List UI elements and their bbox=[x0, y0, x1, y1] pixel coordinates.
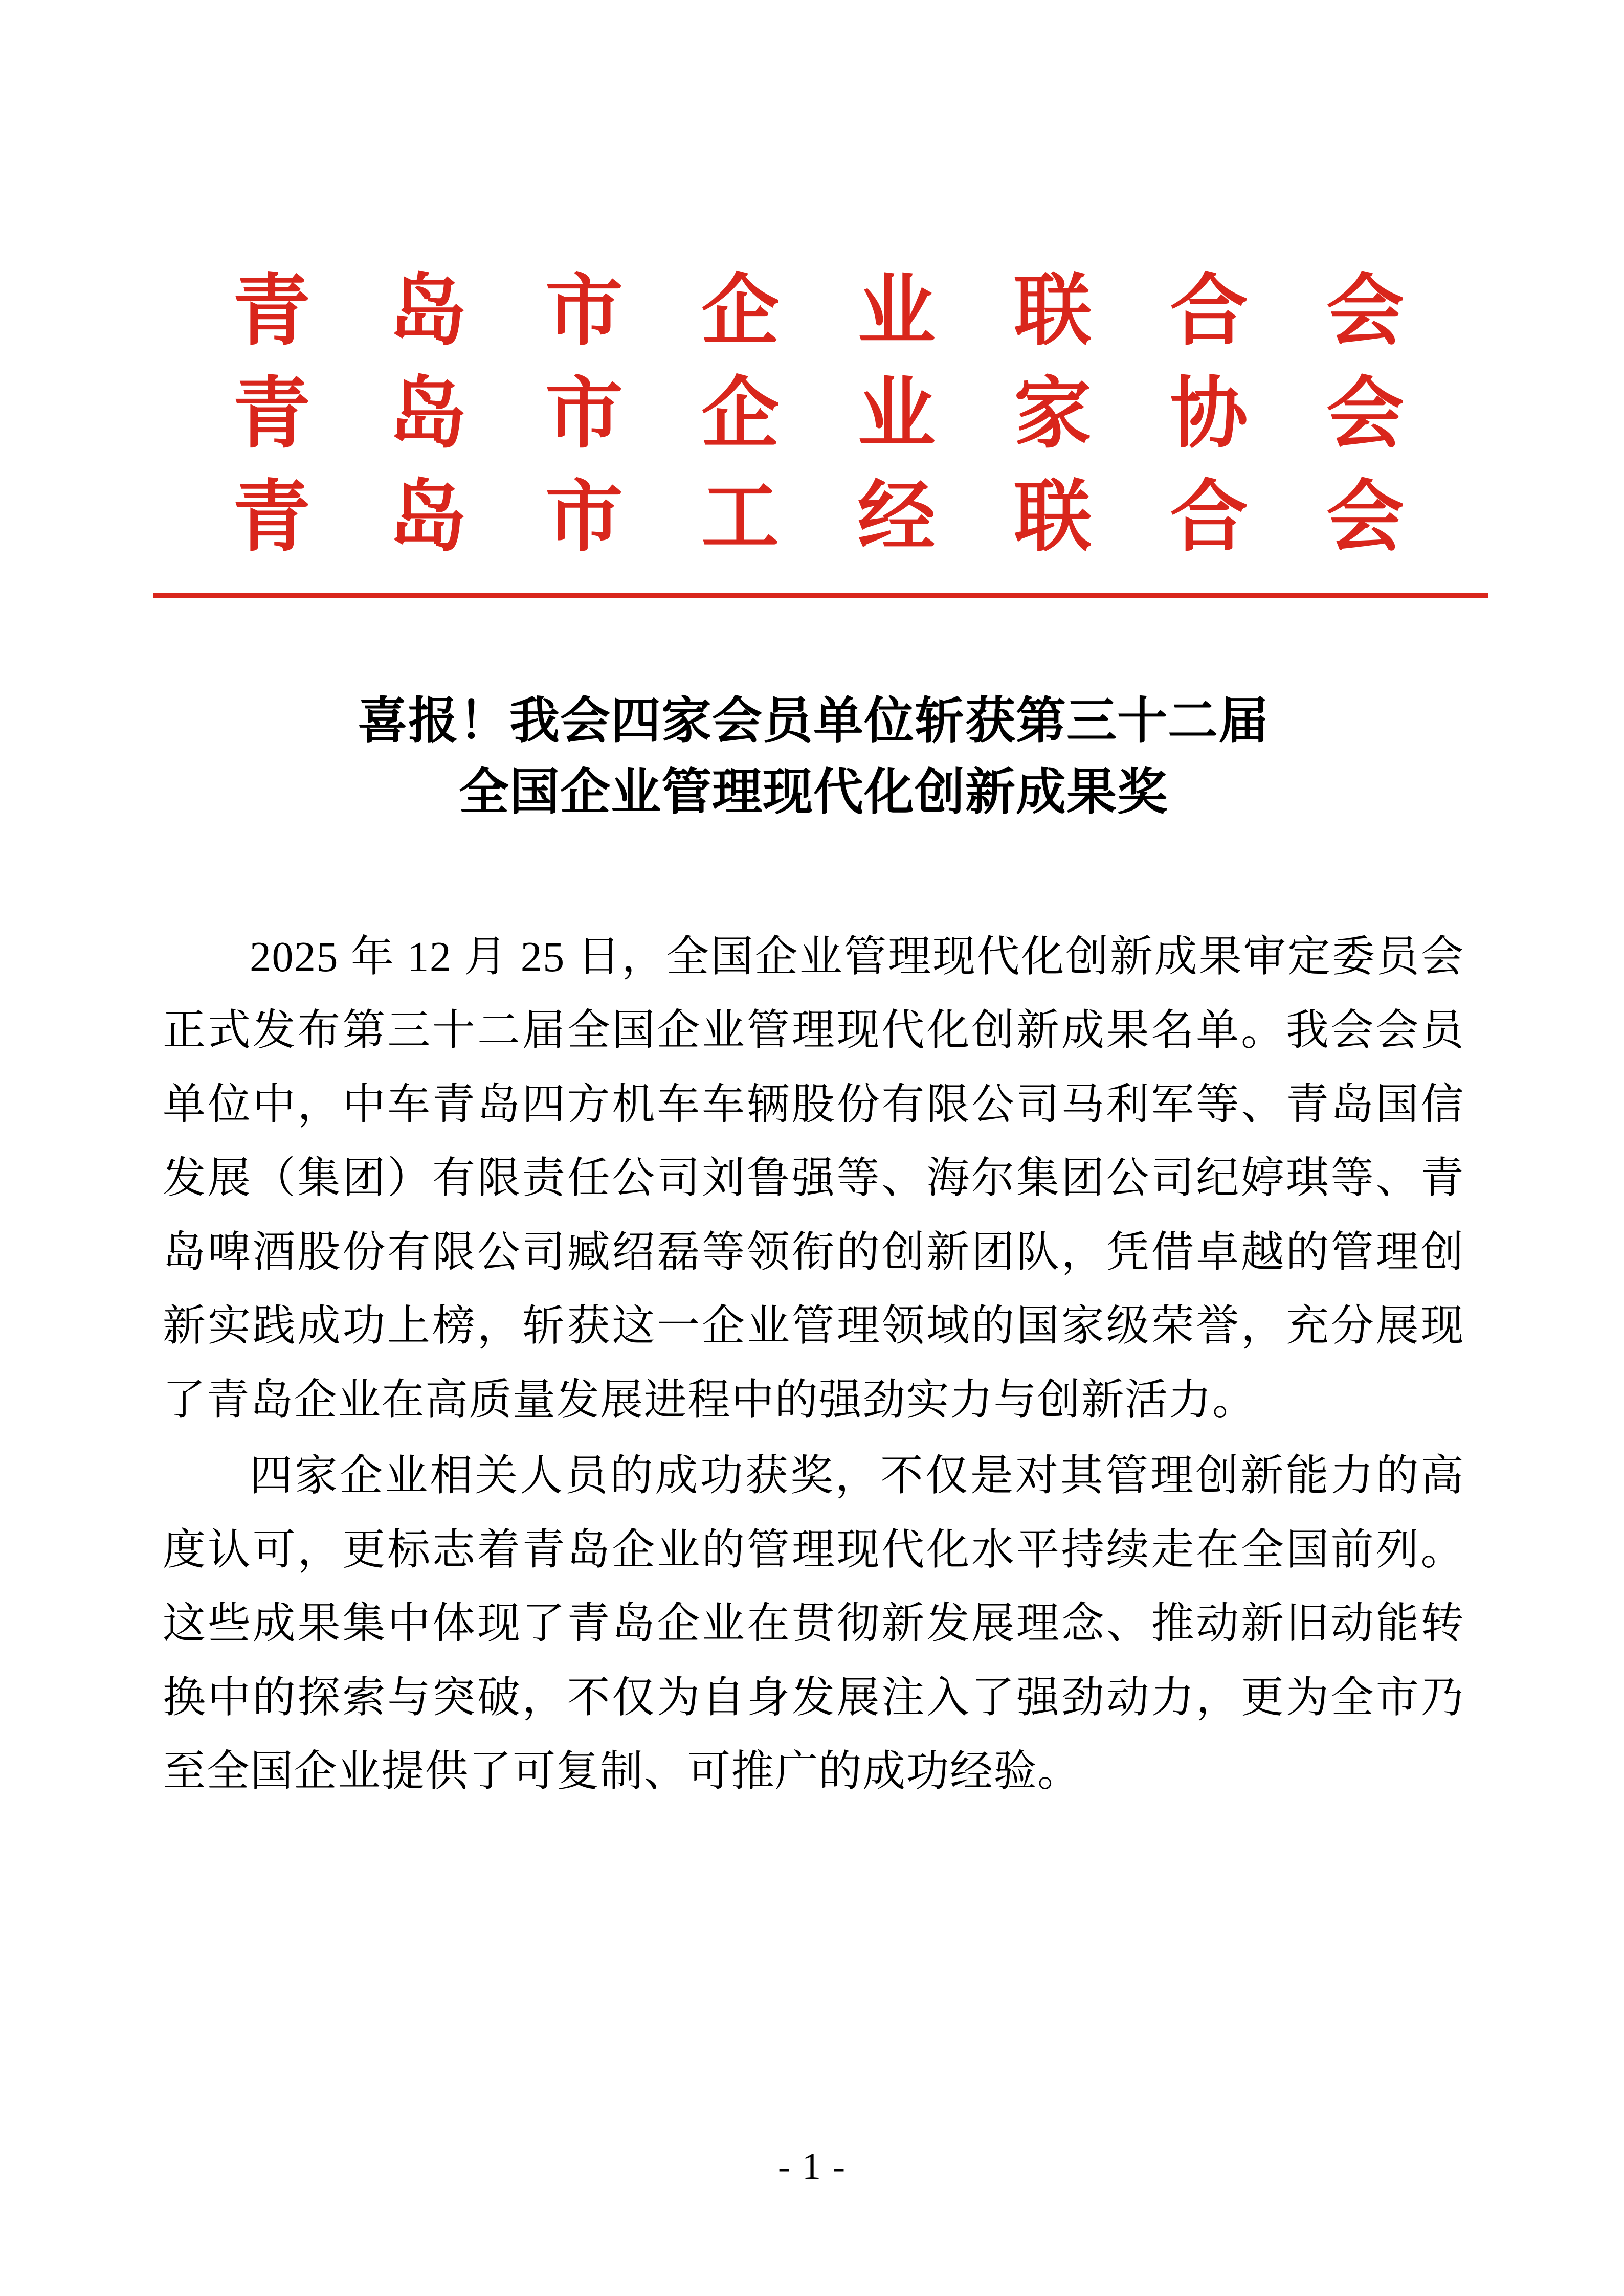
letterhead-char: 会 bbox=[1326, 474, 1404, 560]
letterhead-char: 青 bbox=[233, 371, 310, 458]
body-paragraph: 2025 年 12 月 25 日，全国企业管理现代化创新成果审定委员会正式发布第三十二届全国企业管理现代化创新成果名单。我会会员单位中，中车青岛四方机车车辆股份有限公司马利军等、青岛国信发展（集团）有限责任公司刘鲁强等、海尔集团公司纪婷琪等、青岛啤酒股份有限公司臧绍磊等领衔的创新团队，凭借卓越的管理创新实践成功上榜，斩获这一企业管理领域的国家级荣誉，充分展现了青岛企业在高质量发展进程中的强劲实力与创新活力。 bbox=[163, 933, 1464, 1424]
document-body bbox=[163, 920, 1464, 1811]
letterhead-char: 市 bbox=[545, 371, 623, 458]
letterhead-char: 工 bbox=[701, 474, 780, 560]
letterhead-char: 企 bbox=[701, 268, 780, 354]
page-number: - 1 - bbox=[777, 2146, 847, 2188]
letterhead-line-1 bbox=[233, 266, 1404, 357]
letterhead-char: 会 bbox=[1326, 371, 1404, 458]
letterhead-char: 市 bbox=[545, 268, 623, 354]
letterhead-char: 家 bbox=[1014, 371, 1092, 458]
letterhead-char: 会 bbox=[1326, 268, 1404, 354]
letterhead-char: 市 bbox=[545, 474, 623, 560]
letterhead-char: 经 bbox=[857, 474, 936, 560]
letterhead-line-2 bbox=[233, 369, 1404, 460]
letterhead-char: 合 bbox=[1170, 268, 1248, 354]
letterhead-char: 青 bbox=[233, 268, 310, 354]
letterhead-line-3 bbox=[233, 472, 1404, 564]
letterhead-char: 企 bbox=[701, 371, 780, 458]
letterhead-char: 协 bbox=[1170, 371, 1248, 458]
page-title-line-2: 全国企业管理现代化创新成果奖 bbox=[458, 763, 1168, 820]
letterhead-char: 业 bbox=[857, 268, 936, 354]
letterhead-char: 业 bbox=[857, 371, 936, 458]
letterhead-char: 联 bbox=[1014, 268, 1092, 354]
letterhead-char: 青 bbox=[233, 474, 310, 560]
letterhead-char: 岛 bbox=[389, 474, 467, 560]
letterhead bbox=[153, 266, 1483, 598]
page-title bbox=[205, 685, 1422, 827]
letterhead-char: 岛 bbox=[389, 371, 467, 458]
letterhead-char: 岛 bbox=[389, 268, 467, 354]
page-title-line-1: 喜报！我会四家会员单位斩获第三十二届 bbox=[357, 692, 1269, 749]
letterhead-char: 合 bbox=[1170, 474, 1248, 560]
letterhead-divider bbox=[153, 593, 1488, 598]
letterhead-char: 联 bbox=[1014, 474, 1092, 560]
body-paragraph: 四家企业相关人员的成功获奖，不仅是对其管理创新能力的高度认可，更标志着青岛企业的管理现代化水平持续走在全国前列。这些成果集中体现了青岛企业在贯彻新发展理念、推动新旧动能转换中的探索与突破，不仅为自身发展注入了强劲动力，更为全市乃至全国企业提供了可复制、可推广的成功经验。 bbox=[163, 1452, 1464, 1796]
